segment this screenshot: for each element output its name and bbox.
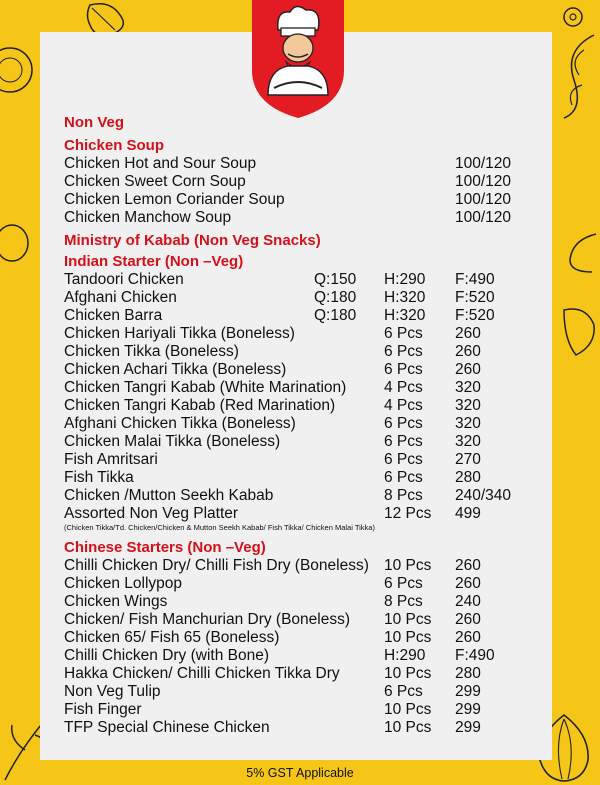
item-price: 100/120 (455, 209, 512, 226)
item-name: Chicken Barra (64, 307, 163, 324)
item-price: 320 (455, 379, 481, 396)
item-quantity: 6 Pcs (384, 343, 423, 360)
soup-row (64, 173, 544, 191)
chinese-starter-row (64, 575, 544, 593)
item-quantity: 6 Pcs (384, 451, 423, 468)
indian-starter-row (64, 271, 544, 289)
section-heading-non-veg: Non Veg (64, 114, 125, 131)
item-quantity: H:290 (384, 647, 426, 664)
item-price: 320 (455, 397, 481, 414)
item-price: F:490 (455, 647, 495, 664)
item-quantity: 6 Pcs (384, 683, 423, 700)
item-price: 260 (455, 325, 481, 342)
section-heading-chicken-soup: Chicken Soup (64, 137, 165, 154)
indian-starter-row (64, 505, 544, 523)
item-name: Hakka Chicken/ Chilli Chicken Tikka Dry (64, 665, 340, 682)
item-price: 260 (455, 611, 481, 628)
item-quantity: 8 Pcs (384, 593, 423, 610)
item-name: Afghani Chicken (64, 289, 177, 306)
item-price: 270 (455, 451, 481, 468)
item-quantity: 12 Pcs (384, 505, 432, 522)
item-name: Chicken/ Fish Manchurian Dry (Boneless) (64, 611, 350, 628)
chinese-starter-row (64, 611, 544, 629)
parsley-leaf-icon (554, 30, 600, 120)
parsley-leaf-icon (556, 300, 600, 360)
indian-starter-row (64, 289, 544, 307)
item-quantity: 8 Pcs (384, 487, 423, 504)
chinese-list (64, 557, 544, 737)
item-name: Fish Tikka (64, 469, 134, 486)
item-quantity: 6 Pcs (384, 415, 423, 432)
chinese-starter-row (64, 557, 544, 575)
item-price: 260 (455, 629, 481, 646)
indian-starter-row (64, 469, 544, 487)
platter-note: (Chicken Tikka/Td. Chicken/Chicken & Mutton Seekh Kabab/ Fish Tikka/ Chicken Malai Tikka) (64, 523, 375, 532)
item-price: 299 (455, 683, 481, 700)
item-price: 320 (455, 415, 481, 432)
item-half-price: H:320 (384, 289, 426, 306)
item-name: Chilli Chicken Dry/ Chilli Fish Dry (Boneless) (64, 557, 369, 574)
item-quarter-price: Q:180 (314, 307, 357, 324)
chinese-starter-row (64, 629, 544, 647)
item-quarter-price: Q:150 (314, 271, 357, 288)
item-quantity: 10 Pcs (384, 665, 432, 682)
item-quantity: 6 Pcs (384, 575, 423, 592)
item-price: 260 (455, 361, 481, 378)
item-name: Fish Finger (64, 701, 142, 718)
chinese-starter-row (64, 683, 544, 701)
item-quantity: 4 Pcs (384, 379, 423, 396)
chinese-starter-row (64, 701, 544, 719)
item-quantity: 6 Pcs (384, 361, 423, 378)
soup-row (64, 191, 544, 209)
item-quantity: 6 Pcs (384, 469, 423, 486)
indian-starter-row (64, 361, 544, 379)
item-name: Afghani Chicken Tikka (Boneless) (64, 415, 296, 432)
item-full-price: F:490 (455, 271, 495, 288)
chinese-starter-row (64, 665, 544, 683)
item-name: Chicken Tikka (Boneless) (64, 343, 239, 360)
indian-qhf-list (64, 271, 544, 325)
chef-logo-icon (248, 0, 348, 118)
item-name: Chicken Tangri Kabab (White Marination) (64, 379, 347, 396)
indian-starter-row (64, 325, 544, 343)
section-heading-indian-starter: Indian Starter (Non –Veg) (64, 253, 244, 270)
item-price: 100/120 (455, 191, 512, 208)
item-quantity: 10 Pcs (384, 719, 432, 736)
chinese-starter-row (64, 719, 544, 737)
item-quantity: 10 Pcs (384, 629, 432, 646)
indian-starter-row (64, 487, 544, 505)
item-name: Chicken Hot and Sour Soup (64, 155, 257, 172)
chinese-starter-row (64, 593, 544, 611)
item-name: TFP Special Chinese Chicken (64, 719, 270, 736)
item-price: 280 (455, 665, 481, 682)
indian-starter-row (64, 451, 544, 469)
item-price: 240 (455, 593, 481, 610)
indian-starter-row (64, 307, 544, 325)
item-quantity: 4 Pcs (384, 397, 423, 414)
item-half-price: H:290 (384, 271, 426, 288)
item-price: 499 (455, 505, 481, 522)
soup-row (64, 155, 544, 173)
soup-list (64, 155, 544, 227)
item-name: Chicken Sweet Corn Soup (64, 173, 246, 190)
item-price: 100/120 (455, 155, 512, 172)
item-full-price: F:520 (455, 307, 495, 324)
item-quantity: 10 Pcs (384, 701, 432, 718)
item-name: Non Veg Tulip (64, 683, 161, 700)
gear-doodle-icon (560, 4, 586, 30)
item-price: 240/340 (455, 487, 512, 504)
item-full-price: F:520 (455, 289, 495, 306)
item-price: 320 (455, 433, 481, 450)
item-name: Chicken /Mutton Seekh Kabab (64, 487, 274, 504)
section-heading-chinese-starters: Chinese Starters (Non –Veg) (64, 539, 266, 556)
item-price: 260 (455, 557, 481, 574)
chinese-starter-row (64, 647, 544, 665)
item-name: Chicken Malai Tikka (Boneless) (64, 433, 281, 450)
item-price: 299 (455, 719, 481, 736)
section-heading-ministry-of-kabab: Ministry of Kabab (Non Veg Snacks) (64, 232, 321, 249)
item-name: Fish Amritsari (64, 451, 158, 468)
indian-pcs-list (64, 325, 544, 523)
item-quantity: 10 Pcs (384, 557, 432, 574)
item-name: Chicken Manchow Soup (64, 209, 232, 226)
item-quarter-price: Q:180 (314, 289, 357, 306)
item-name: Chicken Lollypop (64, 575, 183, 592)
item-name: Assorted Non Veg Platter (64, 505, 239, 522)
indian-starter-row (64, 343, 544, 361)
item-name: Chilli Chicken Dry (with Bone) (64, 647, 270, 664)
onion-icon (0, 215, 40, 265)
parsley-leaf-icon (552, 230, 600, 276)
tomato-icon (0, 40, 38, 100)
item-price: 280 (455, 469, 481, 486)
item-quantity: 10 Pcs (384, 611, 432, 628)
item-name: Chicken Tangri Kabab (Red Marination) (64, 397, 336, 414)
indian-starter-row (64, 415, 544, 433)
item-quantity: 6 Pcs (384, 325, 423, 342)
gst-footer: 5% GST Applicable (246, 766, 354, 780)
indian-starter-row (64, 379, 544, 397)
item-name: Chicken Lemon Coriander Soup (64, 191, 285, 208)
soup-row (64, 209, 544, 227)
item-price: 100/120 (455, 173, 512, 190)
item-price: 260 (455, 343, 481, 360)
item-quantity: 6 Pcs (384, 433, 423, 450)
item-name: Chicken Achari Tikka (Boneless) (64, 361, 287, 378)
indian-starter-row (64, 397, 544, 415)
item-name: Chicken Hariyali Tikka (Boneless) (64, 325, 295, 342)
menu-content (64, 114, 544, 737)
indian-starter-row (64, 433, 544, 451)
item-half-price: H:320 (384, 307, 426, 324)
item-name: Chicken Wings (64, 593, 168, 610)
item-price: 299 (455, 701, 481, 718)
item-price: 260 (455, 575, 481, 592)
item-name: Tandoori Chicken (64, 271, 184, 288)
item-name: Chicken 65/ Fish 65 (Boneless) (64, 629, 280, 646)
